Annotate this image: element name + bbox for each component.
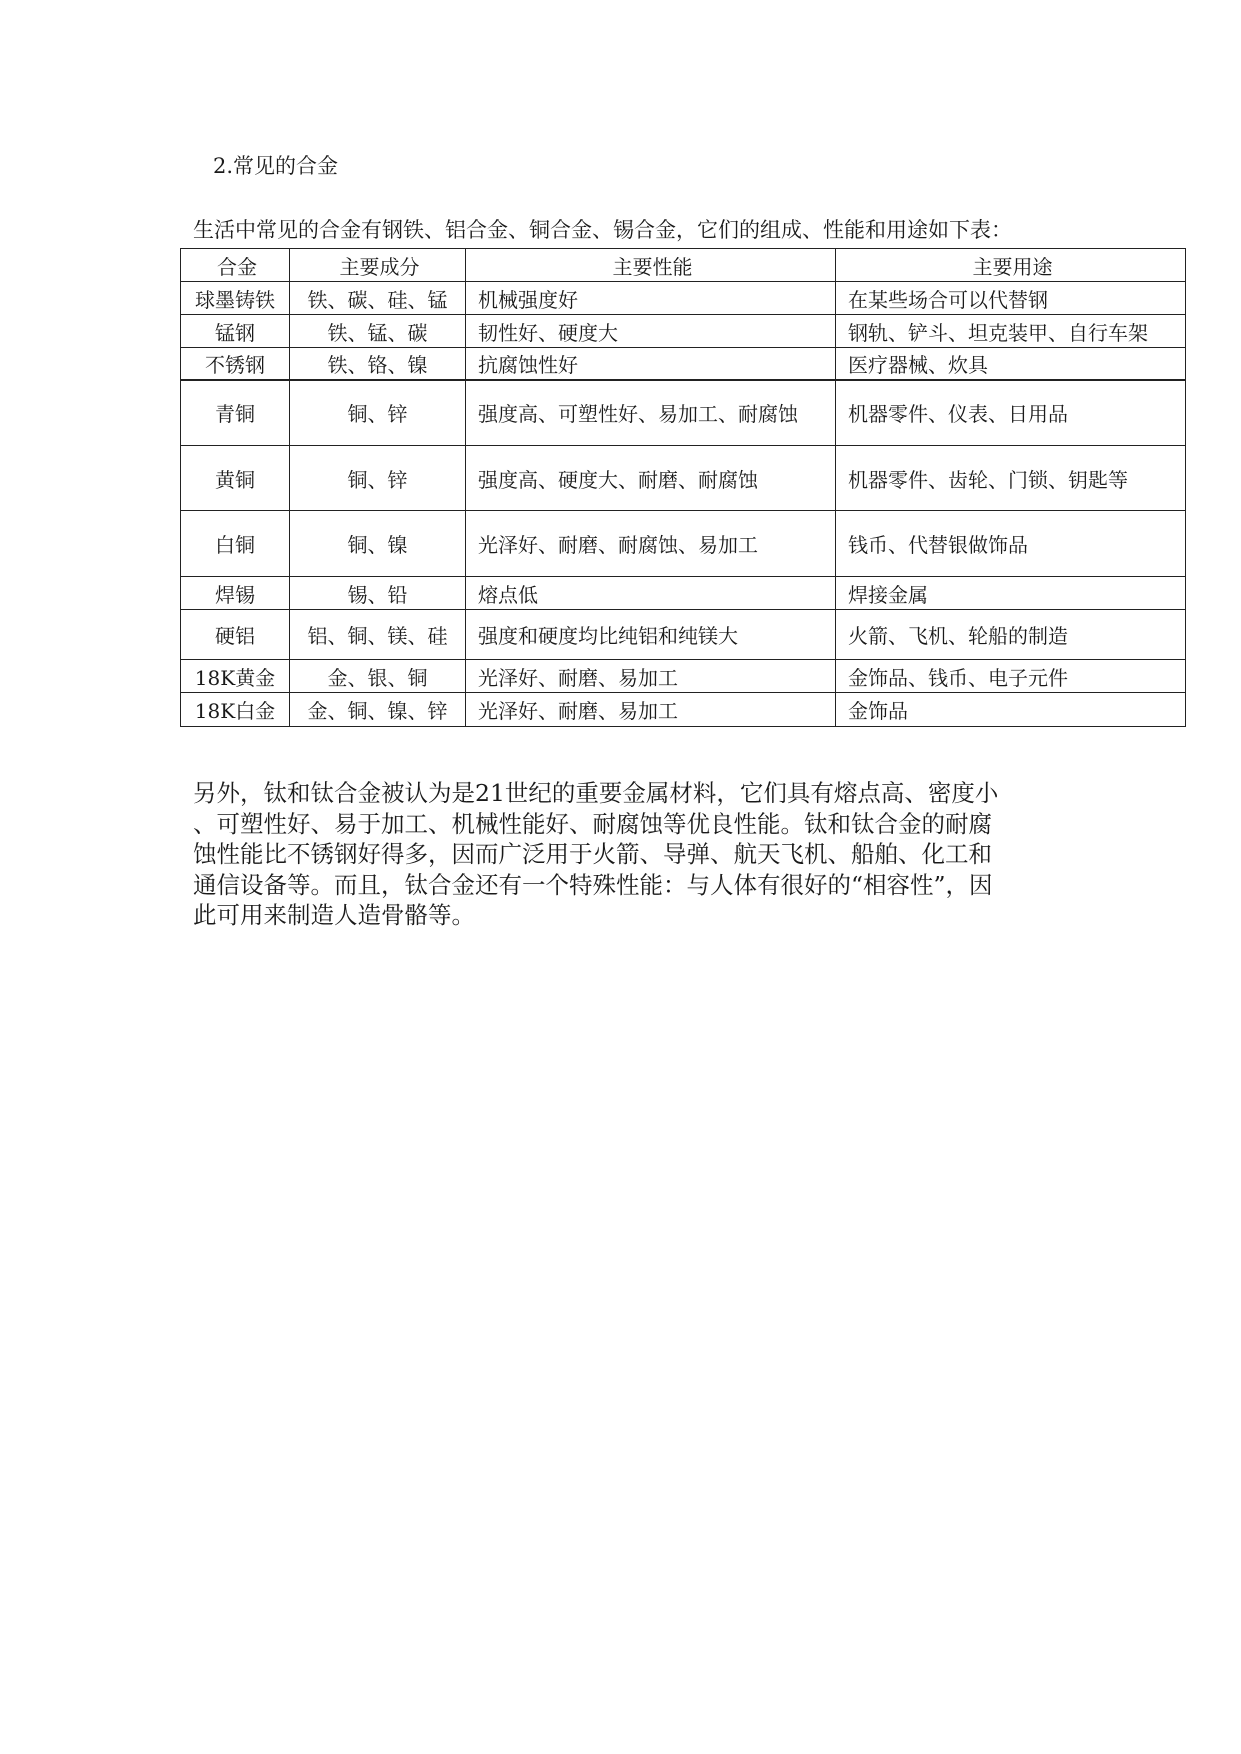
alloy-table xyxy=(180,248,1186,727)
table-row xyxy=(181,577,1186,610)
cell-uses: 金饰品 xyxy=(836,693,1186,727)
cell-properties: 光泽好、耐磨、易加工 xyxy=(466,660,836,693)
header-composition: 主要成分 xyxy=(290,249,466,282)
cell-composition: 金、银、铜 xyxy=(290,660,466,693)
cell-composition: 金、铜、镍、锌 xyxy=(290,693,466,727)
cell-uses: 医疗器械、炊具 xyxy=(836,348,1186,380)
cell-alloy: 球墨铸铁 xyxy=(181,282,290,315)
cell-composition: 铜、锌 xyxy=(290,380,466,446)
cell-composition: 铝、铜、镁、硅 xyxy=(290,610,466,660)
cell-alloy: 不锈钢 xyxy=(181,348,290,380)
cell-alloy: 18K黄金 xyxy=(181,660,290,693)
cell-properties: 光泽好、耐磨、易加工 xyxy=(466,693,836,727)
table-row xyxy=(181,660,1186,693)
cell-alloy: 18K白金 xyxy=(181,693,290,727)
paragraph-line: 、可塑性好、易于加工、机械性能好、耐腐蚀等优良性能。钛和钛合金的耐腐 xyxy=(193,809,992,838)
cell-composition: 铁、铬、镍 xyxy=(290,348,466,380)
cell-composition: 铜、镍 xyxy=(290,511,466,577)
cell-composition: 锡、铅 xyxy=(290,577,466,610)
cell-composition: 铁、锰、碳 xyxy=(290,315,466,348)
cell-properties: 抗腐蚀性好 xyxy=(466,348,836,380)
table-header-row xyxy=(181,249,1186,282)
table-row xyxy=(181,380,1186,446)
table-row xyxy=(181,315,1186,348)
cell-properties: 机械强度好 xyxy=(466,282,836,315)
cell-uses: 钱币、代替银做饰品 xyxy=(836,511,1186,577)
cell-properties: 光泽好、耐磨、耐腐蚀、易加工 xyxy=(466,511,836,577)
header-uses: 主要用途 xyxy=(836,249,1186,282)
paragraph-line: 另外，钛和钛合金被认为是21世纪的重要金属材料，它们具有熔点高、密度小 xyxy=(193,779,999,807)
cell-properties: 强度和硬度均比纯铝和纯镁大 xyxy=(466,610,836,660)
table-row xyxy=(181,511,1186,577)
cell-properties: 韧性好、硬度大 xyxy=(466,315,836,348)
cell-uses: 金饰品、钱币、电子元件 xyxy=(836,660,1186,693)
table-row xyxy=(181,610,1186,660)
table-row xyxy=(181,693,1186,727)
table-row xyxy=(181,282,1186,315)
cell-alloy: 焊锡 xyxy=(181,577,290,610)
table-row xyxy=(181,348,1186,380)
cell-composition: 铜、锌 xyxy=(290,446,466,511)
paragraph-line: 蚀性能比不锈钢好得多，因而广泛用于火箭、导弹、航天飞机、船舶、化工和 xyxy=(193,840,992,868)
cell-alloy: 白铜 xyxy=(181,511,290,577)
section-heading: 2.常见的合金 xyxy=(213,154,339,178)
cell-uses: 在某些场合可以代替钢 xyxy=(836,282,1186,315)
cell-alloy: 青铜 xyxy=(181,380,290,446)
cell-properties: 强度高、可塑性好、易加工、耐腐蚀 xyxy=(466,380,836,446)
cell-alloy: 硬铝 xyxy=(181,610,290,660)
intro-text: 生活中常见的合金有钢铁、铝合金、铜合金、锡合金，它们的组成、性能和用途如下表： xyxy=(193,218,1012,242)
paragraph-line: 此可用来制造人造骨骼等。 xyxy=(193,901,475,929)
table-row xyxy=(181,446,1186,511)
cell-uses: 机器零件、齿轮、门锁、钥匙等 xyxy=(836,446,1186,511)
cell-uses: 火箭、飞机、轮船的制造 xyxy=(836,610,1186,660)
cell-properties: 熔点低 xyxy=(466,577,836,610)
paragraph-line: 通信设备等。而且，钛合金还有一个特殊性能：与人体有很好的“相容性”，因 xyxy=(193,870,993,899)
cell-composition: 铁、碳、硅、锰 xyxy=(290,282,466,315)
cell-uses: 机器零件、仪表、日用品 xyxy=(836,380,1186,446)
titanium-paragraph xyxy=(193,778,1053,931)
cell-properties: 强度高、硬度大、耐磨、耐腐蚀 xyxy=(466,446,836,511)
cell-alloy: 黄铜 xyxy=(181,446,290,511)
cell-alloy: 锰钢 xyxy=(181,315,290,348)
cell-uses: 焊接金属 xyxy=(836,577,1186,610)
cell-uses: 钢轨、铲斗、坦克装甲、自行车架 xyxy=(836,315,1186,348)
header-properties: 主要性能 xyxy=(466,249,836,282)
header-alloy: 合金 xyxy=(181,249,290,282)
